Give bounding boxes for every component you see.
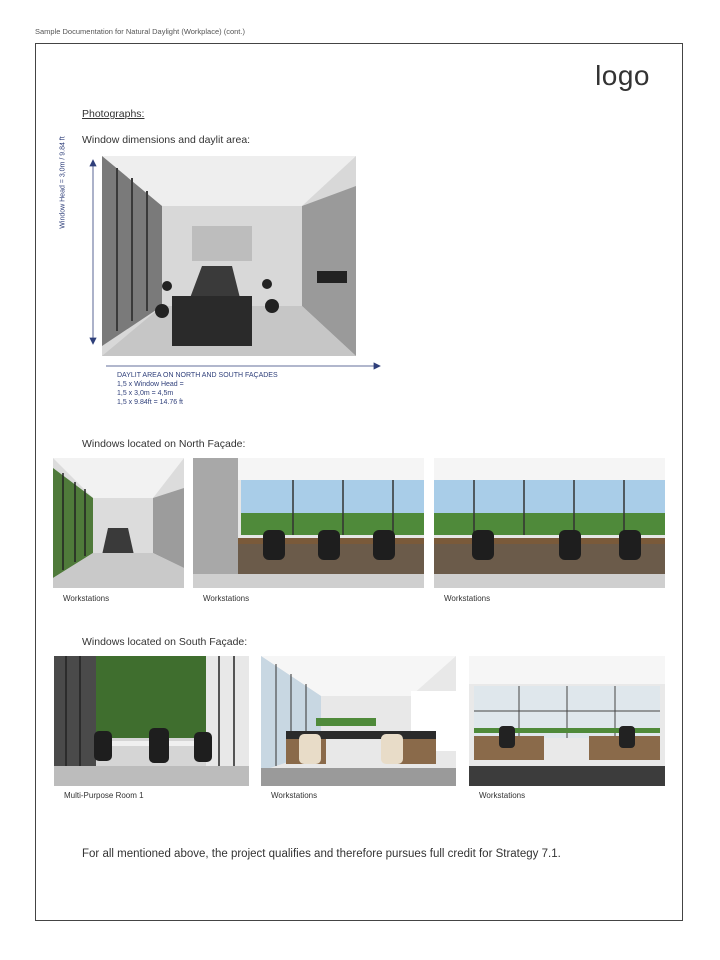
window-head-label: Window Head = 3,0m / 9.84 ft — [59, 136, 67, 229]
south-caption-2: Workstations — [271, 791, 318, 800]
daylit-area-note — [117, 371, 278, 407]
south-photo-2 — [261, 656, 456, 786]
south-photo-1 — [54, 656, 249, 786]
window-dimensions-title: Window dimensions and daylit area: — [82, 134, 251, 146]
south-photo-3 — [469, 656, 665, 786]
north-photo-2 — [193, 458, 424, 588]
page-header-note: Sample Documentation for Natural Daylight (Workplace) (cont.) — [35, 27, 245, 36]
logo: logo — [595, 60, 650, 91]
daylit-line: DAYLIT AREA ON NORTH AND SOUTH FAÇADES — [117, 372, 278, 379]
daylit-line: 1,5 x Window Head = — [117, 381, 184, 388]
north-caption-2: Workstations — [203, 594, 250, 603]
dimension-arrows — [86, 156, 386, 376]
south-facade-title: Windows located on South Façade: — [82, 636, 248, 648]
daylit-line: 1,5 x 9.84ft = 14.76 ft — [117, 399, 183, 406]
north-photo-1 — [53, 458, 184, 588]
daylit-line: 1,5 x 3,0m = 4,5m — [117, 390, 174, 397]
document-frame — [35, 43, 683, 921]
north-caption-3: Workstations — [444, 594, 491, 603]
conclusion-text: For all mentioned above, the project qualifies and therefore pursues full credit for Strategy 7.1. — [82, 848, 561, 860]
south-caption-1: Multi-Purpose Room 1 — [64, 791, 144, 800]
photographs-heading: Photographs: — [82, 108, 145, 120]
north-caption-1: Workstations — [63, 594, 110, 603]
north-facade-title: Windows located on North Façade: — [82, 438, 246, 450]
north-photo-3 — [434, 458, 665, 588]
south-caption-3: Workstations — [479, 791, 526, 800]
